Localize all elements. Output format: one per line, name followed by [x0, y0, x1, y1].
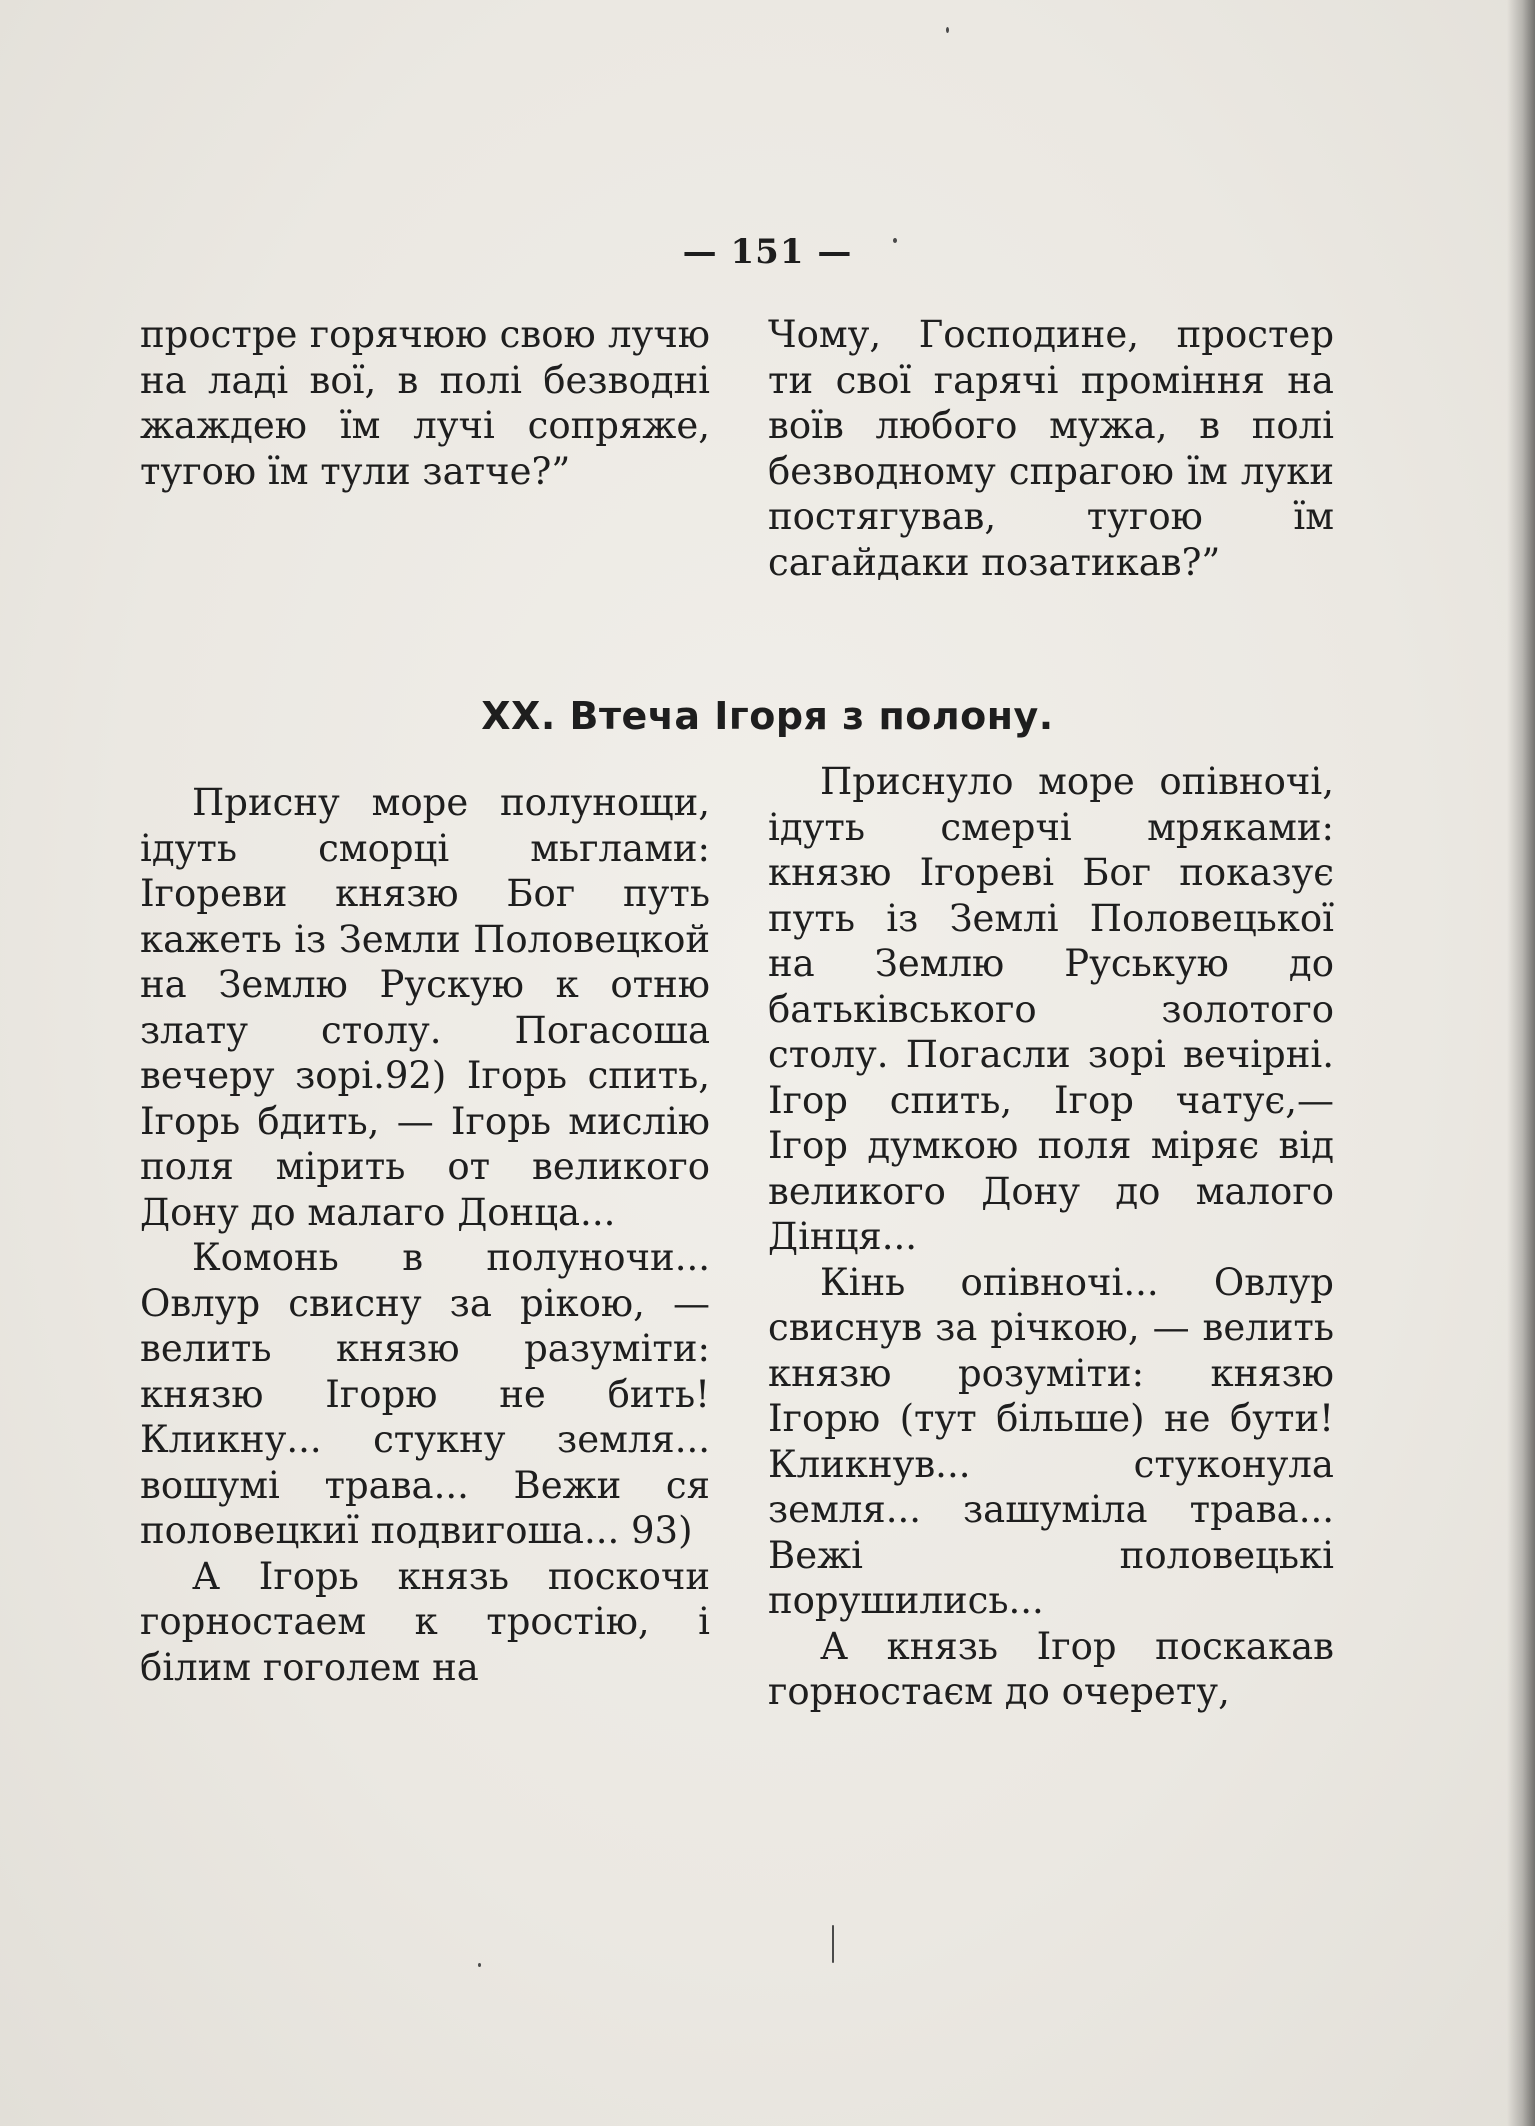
- right-paragraph-2: Кінь опівночі... Овлур свиснув за річкою, — велить князю розуміти: князю Ігорю (тут більше) не бути! Кликнув... стуконула земля... зашуміла трава... Вежі половецькі порушились...: [768, 1260, 1334, 1622]
- page-number: — 151 —: [682, 232, 853, 272]
- top-right-paragraph: Чому, Господине, простер ти свої гарячі проміння на воїв любого мужа, в полі безводному спрагою їм луки постягував, тугою їм сагайдаки позатикав?”: [768, 313, 1334, 584]
- paper-mark: [832, 1925, 834, 1963]
- right-column: [768, 759, 1334, 1715]
- page-edge-shadow: [1507, 0, 1535, 2126]
- top-left-paragraph: простре горячюю свою лучю на ладі вої, в полі безводні жаждею їм лучі сопряже, тугою їм тули затче?”: [140, 313, 710, 493]
- left-paragraph-1: Присну море полунощи, ідуть сморці мьглами: Ігореви князю Бог путь кажеть із Земли Половецкой на Землю Рускую к отню злату столу. Погасоша вечеру зорі.92) Ігорь спить, Ігорь бдить, — Ігорь мислію поля мірить от великого Дону до малаго Донца...: [140, 781, 710, 1234]
- section-title: ХХ. Втеча Ігоря з полону.: [481, 694, 1054, 738]
- right-paragraph-1: Приснуло море опівночі, ідуть смерчі мряками: князю Ігореві Бог показує путь із Землі Половецької на Землю Руськую до батьківського золотого столу. Погасли зорі вечірні. Ігор спить, Ігор чатує,— Ігор думкою поля міряє від великого Дону до малого Дінця...: [768, 760, 1334, 1258]
- top-left-text: [140, 312, 710, 494]
- left-column: [140, 780, 710, 1690]
- paper-speck: [946, 27, 949, 33]
- left-paragraph-3: А Ігорь князь поскочи горностаем к тростію, і білим гоголем на: [140, 1554, 710, 1689]
- paper-speck: [478, 1963, 481, 1967]
- right-paragraph-3: А князь Ігор поскакав горностаєм до очерету,: [768, 1624, 1334, 1713]
- top-right-text: [768, 312, 1334, 585]
- left-paragraph-2: Комонь в полуночи... Овлур свисну за рікою, — велить князю разуміти: князю Ігорю не бить! Кликну... стукну земля... вошумі трава... Вежи ся половецкиї подвигоша... 93): [140, 1236, 710, 1552]
